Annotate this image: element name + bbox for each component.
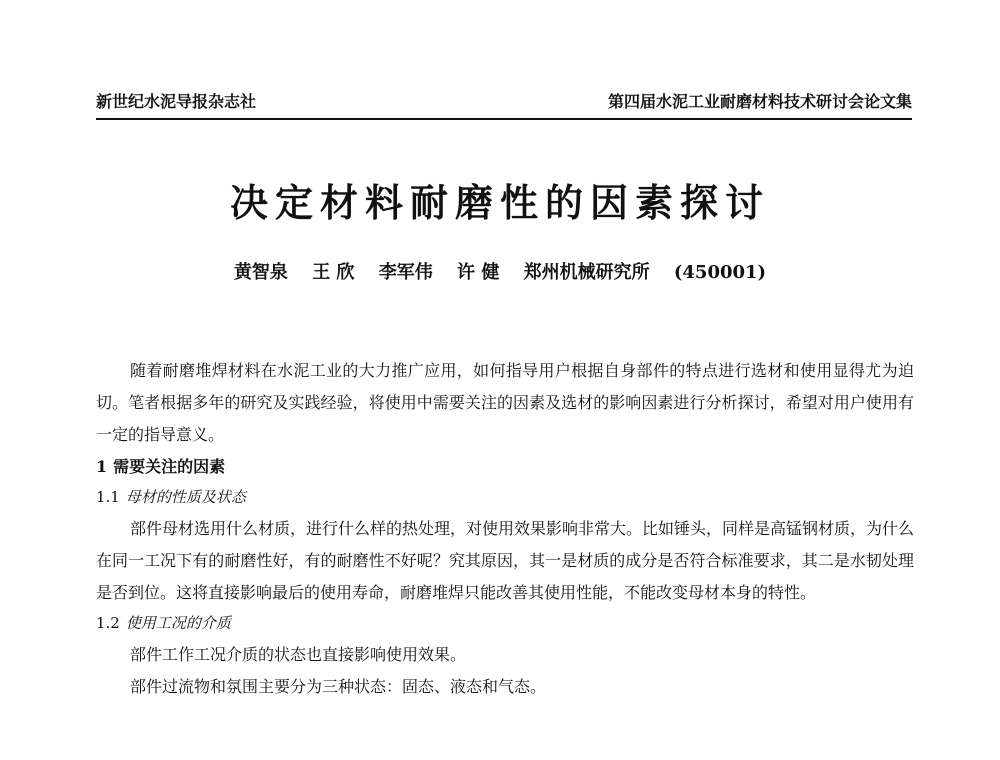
section-number: 1: [96, 457, 108, 476]
intro-paragraph: 随着耐磨堆焊材料在水泥工业的大力推广应用，如何指导用户根据自身部件的特点进行选材和使用显得尤为迫切。笔者根据多年的研究及实践经验，将使用中需要关注的因素及选材的影响因素进行分析探讨，希望对用户使用有一定的指导意义。: [96, 361, 914, 444]
byline: [0, 260, 1000, 286]
subsection-title: 使用工况的介质: [125, 614, 231, 633]
section-title: 需要关注的因素: [113, 457, 226, 476]
body-paragraph: 部件母材选用什么材质，进行什么样的热处理，对使用效果影响非常大。比如锤头，同样是高锰钢材质，为什么在同一工况下有的耐磨性好，有的耐磨性不好呢？究其原因，其一是材质的成分是否符合标准要求，其二是水韧处理是否到位。这将直接影响最后的使用寿命，耐磨堆焊只能改善其使用性能，不能改变母材本身的特性。: [96, 519, 915, 602]
body-paragraph: 部件过流物和氛围主要分为三种状态：固态、液态和气态。: [130, 677, 547, 697]
journal-name: 新世纪水泥导报杂志社: [96, 92, 257, 111]
subsection-number: 1.2: [96, 614, 120, 633]
author: 王 欣: [312, 262, 355, 283]
proceedings-name: 第四届水泥工业耐磨材料技术研讨会论文集: [607, 92, 912, 111]
section-heading: [96, 451, 914, 482]
affiliation: 郑州机械研究所: [523, 262, 650, 283]
postal-code: (450001): [673, 262, 767, 283]
running-header: [96, 92, 912, 120]
author: 许 健: [457, 262, 500, 283]
author: 李军伟: [378, 262, 433, 283]
paper-body: [96, 355, 914, 703]
author: 黄智泉: [233, 262, 288, 283]
subsection-heading: [96, 608, 914, 639]
subsection-heading: [96, 482, 914, 513]
body-paragraph: 部件工作工况介质的状态也直接影响使用效果。: [130, 645, 467, 665]
paper-title: 决定材料耐磨性的因素探讨: [229, 180, 770, 225]
subsection-title: 母材的性质及状态: [125, 488, 246, 506]
subsection-number: 1.1: [96, 488, 120, 506]
